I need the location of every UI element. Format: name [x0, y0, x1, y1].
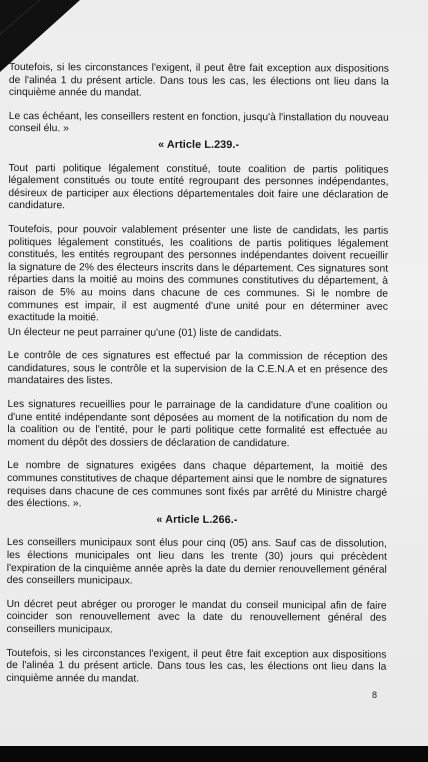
page-number: 8	[372, 690, 378, 700]
paragraph: Toutefois, pour pouvoir valablement présenter une liste de candidats, les partis politiques légalement constitués, les coalitions de partis politiques légalement constitués, les entités regroupant des personnes indépendantes doivent recueillir la signature de 2% des électeurs inscrits dans le département. Ces signatures sont réparties dans la moitié au moins des communes constitutives du département, à raison de 5% au moins dans chacune de ces communes. Si le nombre de communes est impair, il est augmenté d'une unité pour en déterminer avec exactitude la moitié.	[7, 223, 389, 324]
document-text	[6, 62, 389, 698]
paragraph: Un décret peut abréger ou proroger le mandat du conseil municipal afin de faire coincider son renouvellement avec la date du renouvellement général des conseillers municipaux.	[6, 598, 387, 636]
paragraph: Le cas échéant, les conseillers restent en fonction, jusqu'à l'installation du nouveau conseil élu. »	[8, 110, 389, 135]
paragraph: Tout parti politique légalement constitué, toute coalition de partis politiques légalement constitués ou toute entité regroupant des personnes indépendantes, désireux de participer aux élections départementales doit faire une déclaration de candidature.	[8, 162, 389, 212]
paragraph: Toutefois, si les circonstances l'exigent, il peut être fait exception aux dispositions de l'alinéa 1 du présent article. Dans tous les cas, les élections ont lieu dans la cinquième année du mandat.	[8, 62, 389, 99]
article-heading-l266: « Article L.266.-	[156, 513, 238, 526]
bottom-shadow	[0, 746, 428, 762]
article-heading-l239: « Article L.239.-	[158, 138, 240, 151]
paragraph: Le nombre de signatures exigées dans chaque département, la moitié des communes constitutives de chaque département ainsi que le nombre de signatures requises dans chacune de ces communes sont fixés par arrêté du Ministre chargé des élections. ».	[7, 460, 388, 510]
paragraph: Les conseillers municipaux sont élus pour cinq (05) ans. Sauf cas de dissolution, les élections municipales ont lieu dans les trente (30) jours qui précèdent l'expiration de la cinquième année après la date du dernier renouvellement général des conseillers municipaux.	[6, 537, 387, 587]
paragraph: Un électeur ne peut parrainer qu'une (01) liste de candidats.	[7, 326, 282, 339]
paragraph: Les signatures recueillies pour le parrainage de la candidature d'une coalition ou d'une entité indépendante sont déposées au moment de la notification du nom de la coalition ou de l'entité, pour le parti politique cette formalité est effectuée au moment du dépôt des dossiers de déclaration de candidature.	[7, 399, 388, 450]
paragraph: Toutefois, si les circonstances l'exigent, il peut être fait exception aux dispositions de l'alinéa 1 du présent article. Dans tous les cas, les élections ont lieu dans la cinquième année du mandat.	[6, 647, 387, 685]
paragraph: Le contrôle de ces signatures est effectué par la commission de réception des candidatures, sous le contrôle et la supervision de la C.E.N.A et en présence des mandataires des listes.	[7, 350, 388, 387]
